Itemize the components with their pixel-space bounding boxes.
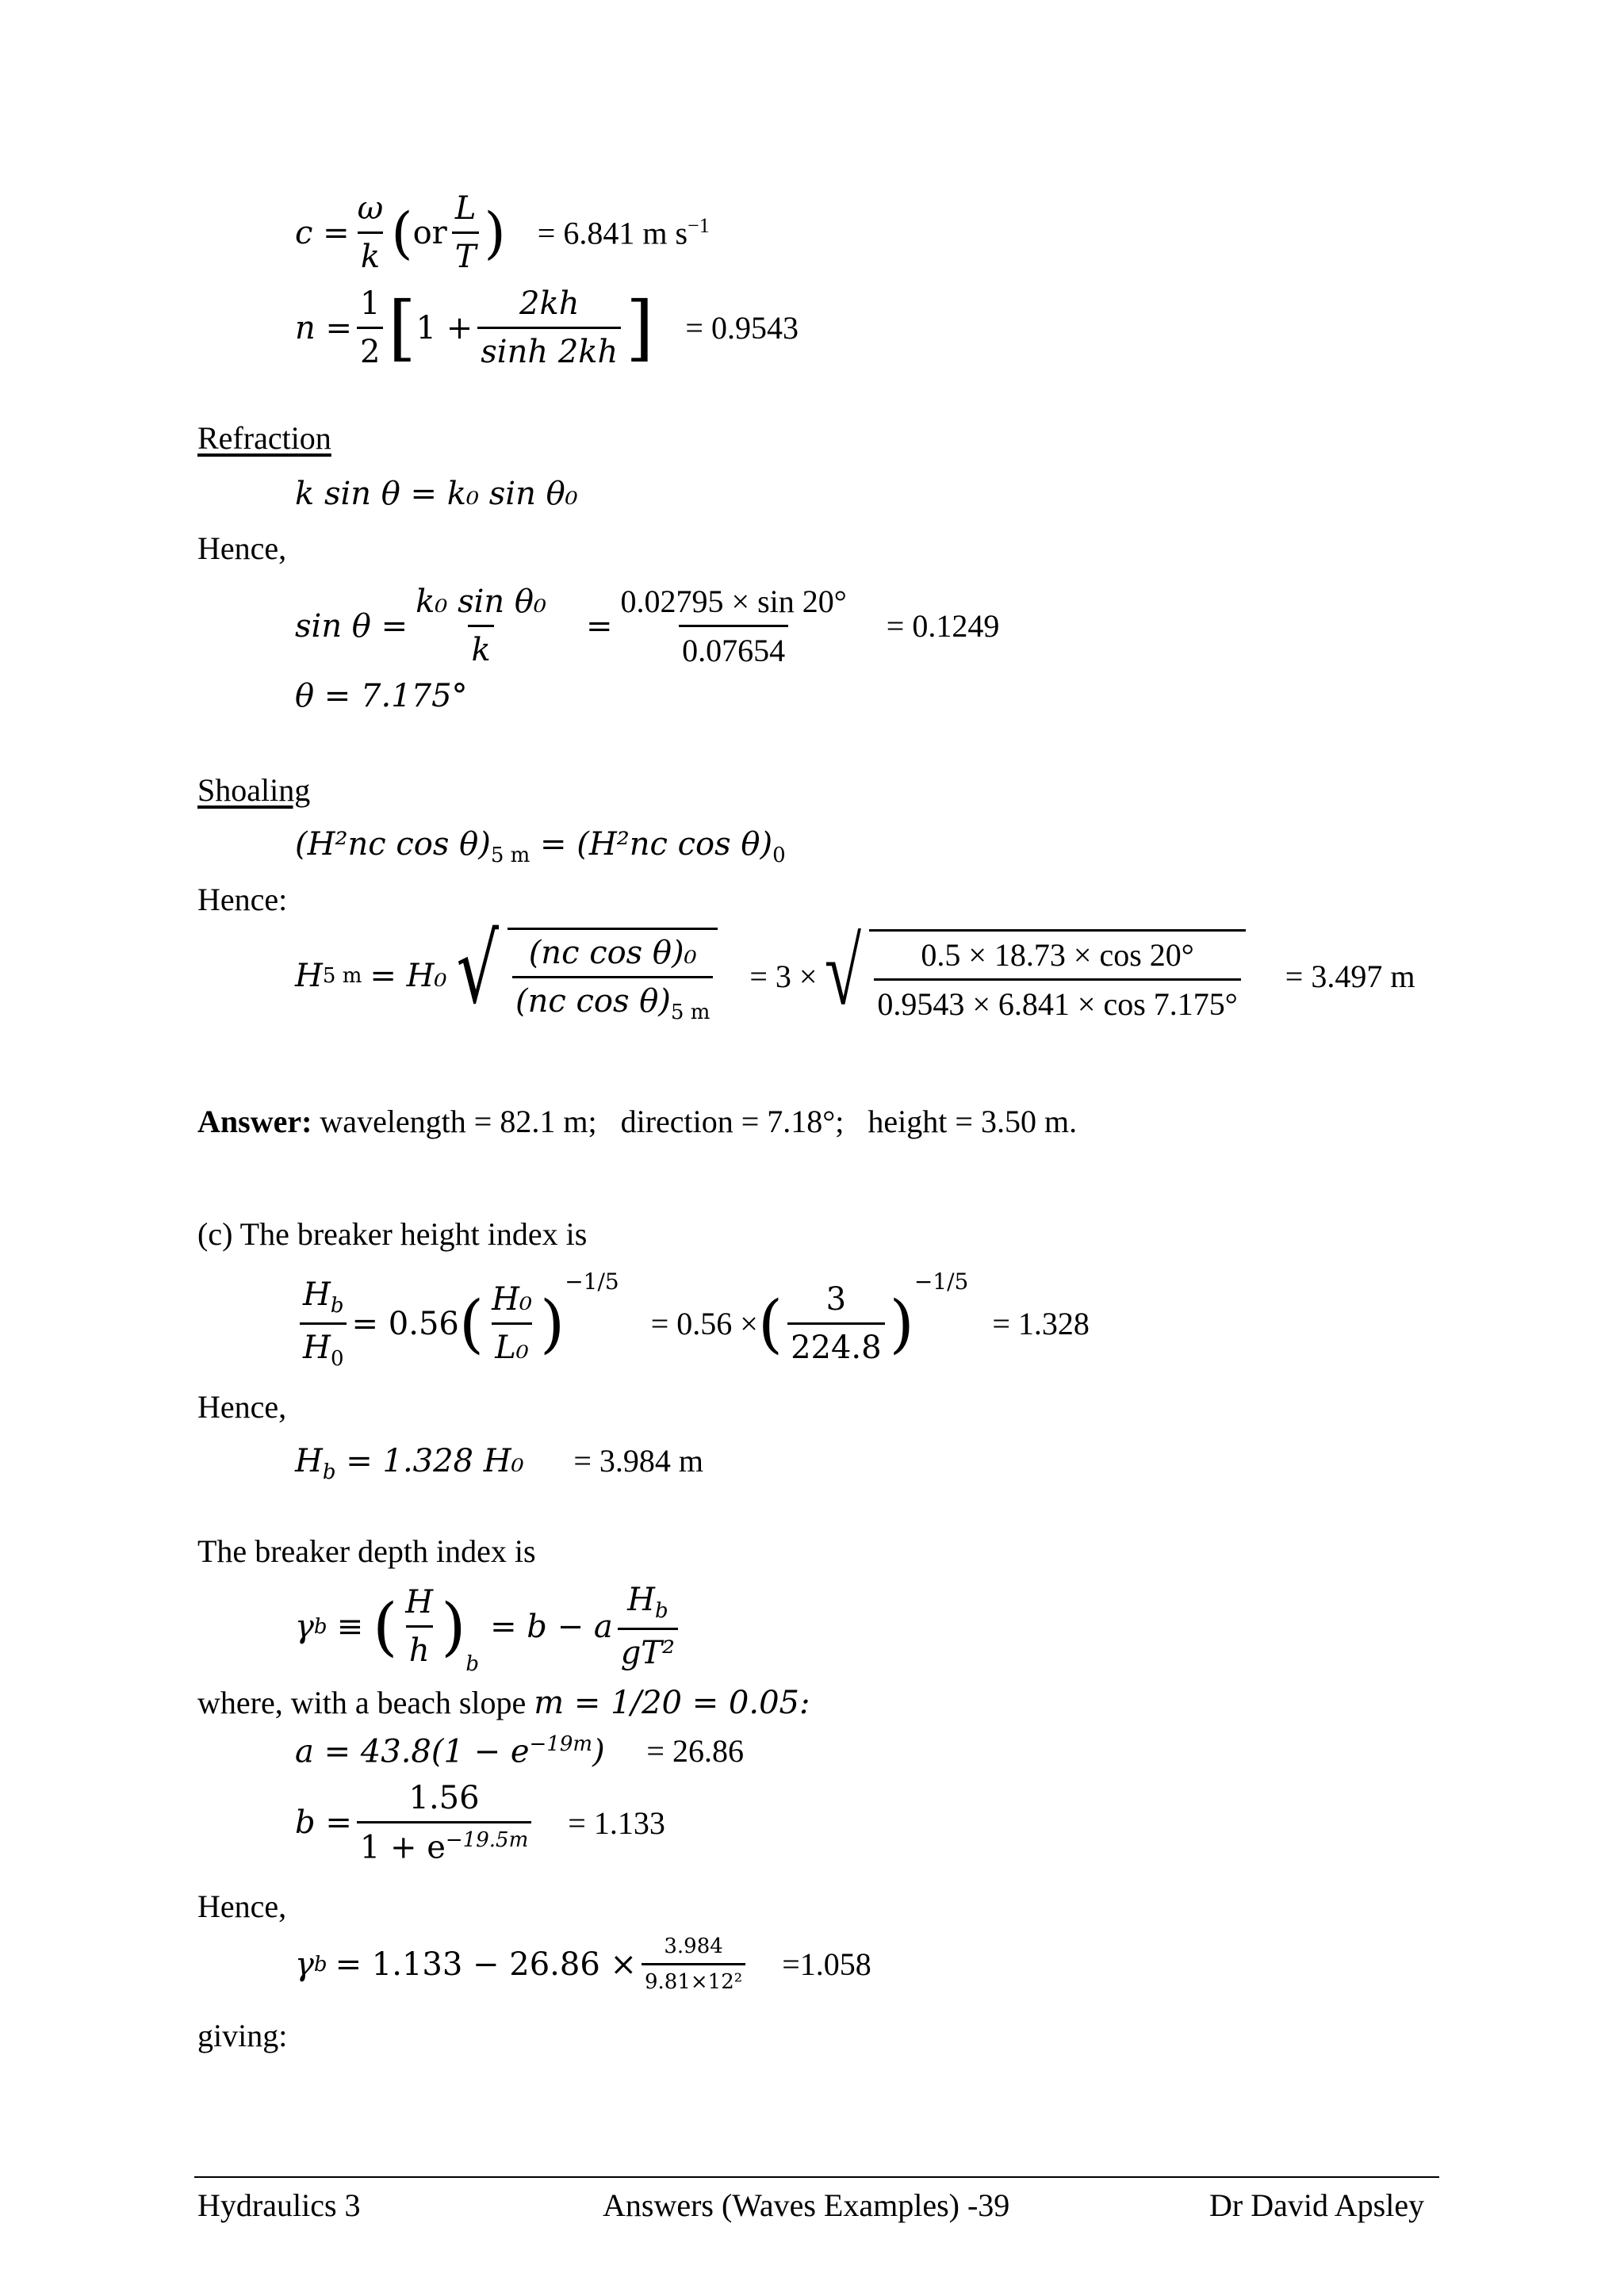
sin-theta-equation: sin θ = $\frac{\text{k₀ sin θ₀}}{k}$ = $\frac{0.02795 \times \sin 20^\circ}{0.07654}$ = 0.1249 xyxy=(295,584,1000,668)
footer-divider xyxy=(194,2176,1439,2178)
energy-flux-conservation: (H²nc $\cos \theta)_{5 m} = (H^2nc$ $\cos \theta)_0$ xyxy=(295,826,786,867)
symbol-n: n xyxy=(295,309,316,346)
giving-text: giving: xyxy=(197,2018,288,2053)
fraction-k0-sin: $\frac{\text{k₀ sin θ₀}}{k}$ xyxy=(416,584,547,668)
coefficient-a-line: $a = 43.8(1 - e^{-19m}) = 26.86$ xyxy=(295,1732,744,1770)
symbol-c: c xyxy=(295,214,313,251)
group-velocity-ratio-equation: n = $\frac{1}{2}$ [ 1 + $\frac{2kh}{\sinh 2kh}$ ] = 0.9543 xyxy=(295,285,799,370)
fraction-numeric-sin: $\frac{0.02795 \times \sin 20^\circ}{0.07654}$ xyxy=(620,584,847,668)
hence-text-3: Hence, xyxy=(197,1389,287,1425)
fraction-2kh-sinh: $\frac{2kh}{\sinh 2kh}$ xyxy=(477,285,621,370)
theta-result: θ = 7.175° xyxy=(295,678,468,714)
sqrt-numeric: √ $\frac{0.5 \times 18.73 \times \cos 20^\circ}{0.9543 \times 6.841 \times \cos 7.175^\circ}$ xyxy=(817,929,1245,1023)
sqrt-symbolic: √ $\frac{\text{(nc cos θ)₀}}{(nc \cos \theta)_{5 m}}$ xyxy=(447,928,718,1024)
refraction-heading: Refraction xyxy=(197,420,331,456)
hence-text-1: Hence, xyxy=(197,530,287,566)
breaker-height-intro: (c) The breaker height index is xyxy=(197,1216,588,1252)
breaker-height-index-equation: $\frac{H_b}{H_0}$ = 0.56 ( $\frac{\text{H₀}}{\text{L₀}}$ ) −1/5 = 0.56 × ( $\frac{3}{224.8}$ ) −1/5 = 1.328 xyxy=(295,1276,1090,1371)
beach-slope-line: where, with a beach slope m = 1/20 = 0.05: xyxy=(197,1685,810,1721)
hence-text-2: Hence: xyxy=(197,882,288,917)
wave-speed-result: = 6.841 m $s^{-1}$ xyxy=(537,213,710,251)
footer-author: Dr David Apsley xyxy=(1209,2187,1425,2223)
shoaling-result: = 3.497 m xyxy=(1285,958,1415,994)
shoaling-heading: Shoaling xyxy=(197,772,311,808)
wave-speed-equation: c = $\frac{\omega}{k}$ ( or $\frac{L}{T}$ ) = 6.841 m $s^{-1}$ xyxy=(295,190,710,275)
breaker-depth-intro: The breaker depth index is xyxy=(197,1533,536,1569)
gamma-b-result-line: γ b = 1.133 − 26.86 × $\frac{3.984}{\text{9.81×12²}}$ =1.058 xyxy=(295,1934,871,1994)
answer-line: Answer: wavelength = 82.1 m; direction = 7.18°; height = 3.50 m. xyxy=(197,1104,1078,1139)
shoaling-height-equation: H 5 m = H₀ √ $\frac{\text{(nc cos θ)₀}}{(nc \cos \theta)_{5 m}}$ = 3 × √ $\frac{0.5 \times 18.73 \times \cos 20^\circ}{0.9543 \times 6.841 \times \cos 7.175^\circ}$ = 3.497 m xyxy=(295,915,1415,1025)
fraction-half: $\frac{1}{2}$ xyxy=(357,285,383,370)
hence-text-4: Hence, xyxy=(197,1888,287,1924)
breaker-depth-index-equation: γ b ≡ ( $\frac{H}{h}$ ) $_b$ = b − a $\frac{H_b}{\text{gT²}}$ xyxy=(295,1582,683,1671)
breaker-index-result: = 1.328 xyxy=(992,1306,1090,1341)
coefficient-b-line: b = $\frac{1.56}{1 + e^{-19.5m}}$ = 1.133 xyxy=(295,1780,665,1866)
breaker-height-result-line: $H_b = 1.328$ H₀ = 3.984 m xyxy=(295,1443,704,1484)
or-word: or xyxy=(412,214,447,251)
fraction-omega-over-k: $\frac{\omega}{k}$ xyxy=(357,190,384,275)
n-result: = 0.9543 xyxy=(685,310,799,346)
snell-law: k sin θ = k₀ sin θ₀ xyxy=(295,476,578,512)
footer-page-label: Answers (Waves Examples) -39 xyxy=(603,2187,1010,2223)
sin-theta-result: = 0.1249 xyxy=(886,608,1000,644)
footer-course: Hydraulics 3 xyxy=(197,2187,361,2223)
fraction-L-over-T: $\frac{L}{T}$ xyxy=(452,190,480,275)
